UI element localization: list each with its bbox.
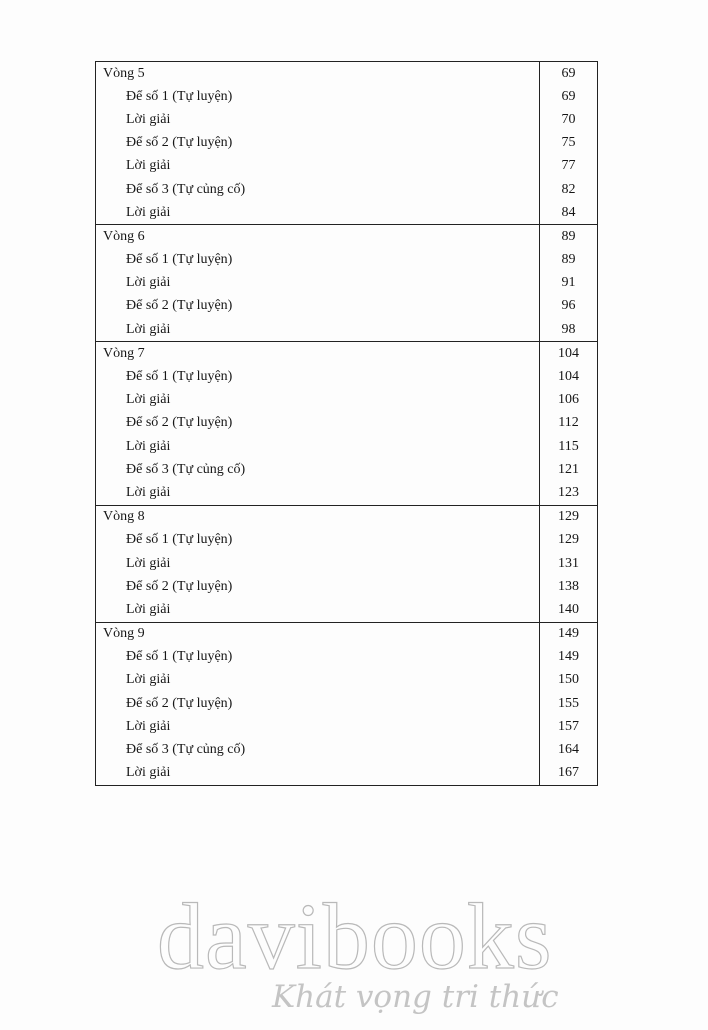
toc-section-heading: [96, 505, 598, 529]
toc-entry-title: Lời giải: [96, 669, 540, 692]
toc-entry-title: Lời giải: [96, 481, 540, 505]
toc-entry: [96, 318, 598, 342]
toc-section-title: Vòng 9: [96, 622, 540, 646]
watermark-brand: davibooks: [157, 885, 553, 989]
toc-entry-title: Lời giải: [96, 155, 540, 178]
toc-entry: [96, 692, 598, 715]
toc-page-number: 106: [540, 389, 598, 412]
toc-section-title: Vòng 7: [96, 342, 540, 366]
toc-entry-title: Để số 1 (Tự luyện): [96, 646, 540, 669]
toc-section-title: Vòng 8: [96, 505, 540, 529]
toc-page-number: 155: [540, 692, 598, 715]
toc-entry: [96, 738, 598, 761]
toc-entry: [96, 389, 598, 412]
toc-page-number: 129: [540, 529, 598, 552]
toc-entry: [96, 249, 598, 272]
toc-entry: [96, 178, 598, 201]
toc-entry-title: Để số 3 (Tự củng cố): [96, 178, 540, 201]
toc-entry-title: Lời giải: [96, 272, 540, 295]
toc-entry: [96, 435, 598, 458]
toc-entry-title: Để số 2 (Tự luyện): [96, 132, 540, 155]
toc-entry: [96, 295, 598, 318]
toc-page-number: 140: [540, 598, 598, 622]
toc-page-number: 167: [540, 762, 598, 786]
toc-entry-title: Lời giải: [96, 201, 540, 225]
toc-page-number: 157: [540, 715, 598, 738]
toc-page-number: 149: [540, 646, 598, 669]
toc-entry-title: Để số 2 (Tự luyện): [96, 692, 540, 715]
toc-section-title: Vòng 5: [96, 62, 540, 86]
toc-page-number: 69: [540, 62, 598, 86]
toc-entry-title: Để số 1 (Tự luyện): [96, 249, 540, 272]
toc-entry: [96, 201, 598, 225]
toc-entry: [96, 155, 598, 178]
watermark-slogan: Khát vọng tri thức: [272, 979, 559, 1015]
toc-page-number: 77: [540, 155, 598, 178]
toc-entry-title: Để số 2 (Tự luyện): [96, 575, 540, 598]
toc-entry-title: Lời giải: [96, 318, 540, 342]
toc-entry: [96, 365, 598, 388]
toc-entry: [96, 481, 598, 505]
toc-page-number: 69: [540, 85, 598, 108]
toc-entry: [96, 552, 598, 575]
toc-entry: [96, 762, 598, 786]
toc-entry: [96, 85, 598, 108]
toc-entry-title: Để số 1 (Tự luyện): [96, 529, 540, 552]
toc-section-heading: [96, 342, 598, 366]
toc-page-number: 89: [540, 249, 598, 272]
toc-entry: [96, 108, 598, 131]
toc-entry: [96, 669, 598, 692]
table-of-contents: [95, 61, 598, 786]
toc-entry-title: Để số 2 (Tự luyện): [96, 412, 540, 435]
toc-entry: [96, 715, 598, 738]
toc-entry-title: Lời giải: [96, 108, 540, 131]
toc-page-number: 129: [540, 505, 598, 529]
toc-page-number: 98: [540, 318, 598, 342]
toc-page-number: 84: [540, 201, 598, 225]
toc-entry: [96, 458, 598, 481]
toc-entry-title: Lời giải: [96, 552, 540, 575]
toc-page-number: 138: [540, 575, 598, 598]
toc-entry: [96, 412, 598, 435]
toc-page-number: 89: [540, 225, 598, 249]
toc-entry-title: Để số 1 (Tự luyện): [96, 365, 540, 388]
toc-page-number: 150: [540, 669, 598, 692]
toc-page-number: 75: [540, 132, 598, 155]
toc-section-heading: [96, 622, 598, 646]
toc-page-number: 121: [540, 458, 598, 481]
toc-entry-title: Lời giải: [96, 715, 540, 738]
toc-page-number: 164: [540, 738, 598, 761]
toc-entry: [96, 575, 598, 598]
toc-entry-title: Lời giải: [96, 389, 540, 412]
toc-entry-title: Để số 2 (Tự luyện): [96, 295, 540, 318]
toc-entry: [96, 132, 598, 155]
toc-page-number: 104: [540, 342, 598, 366]
toc-page-number: 115: [540, 435, 598, 458]
toc-entry-title: Lời giải: [96, 598, 540, 622]
toc-entry: [96, 598, 598, 622]
toc-page-number: 112: [540, 412, 598, 435]
toc-page-number: 82: [540, 178, 598, 201]
toc-entry: [96, 272, 598, 295]
toc-section-heading: [96, 225, 598, 249]
toc-entry: [96, 646, 598, 669]
toc-entry-title: Để số 3 (Tự củng cố): [96, 458, 540, 481]
toc-entry-title: Lời giải: [96, 762, 540, 786]
toc-page-number: 70: [540, 108, 598, 131]
toc-page-number: 96: [540, 295, 598, 318]
toc-page-number: 104: [540, 365, 598, 388]
toc-entry-title: Để số 3 (Tự củng cố): [96, 738, 540, 761]
toc-entry-title: Lời giải: [96, 435, 540, 458]
toc-section-title: Vòng 6: [96, 225, 540, 249]
toc-section-heading: [96, 62, 598, 86]
toc-page-number: 123: [540, 481, 598, 505]
toc-page-number: 149: [540, 622, 598, 646]
toc-entry: [96, 529, 598, 552]
toc-page-number: 131: [540, 552, 598, 575]
toc-page-number: 91: [540, 272, 598, 295]
toc-entry-title: Để số 1 (Tự luyện): [96, 85, 540, 108]
